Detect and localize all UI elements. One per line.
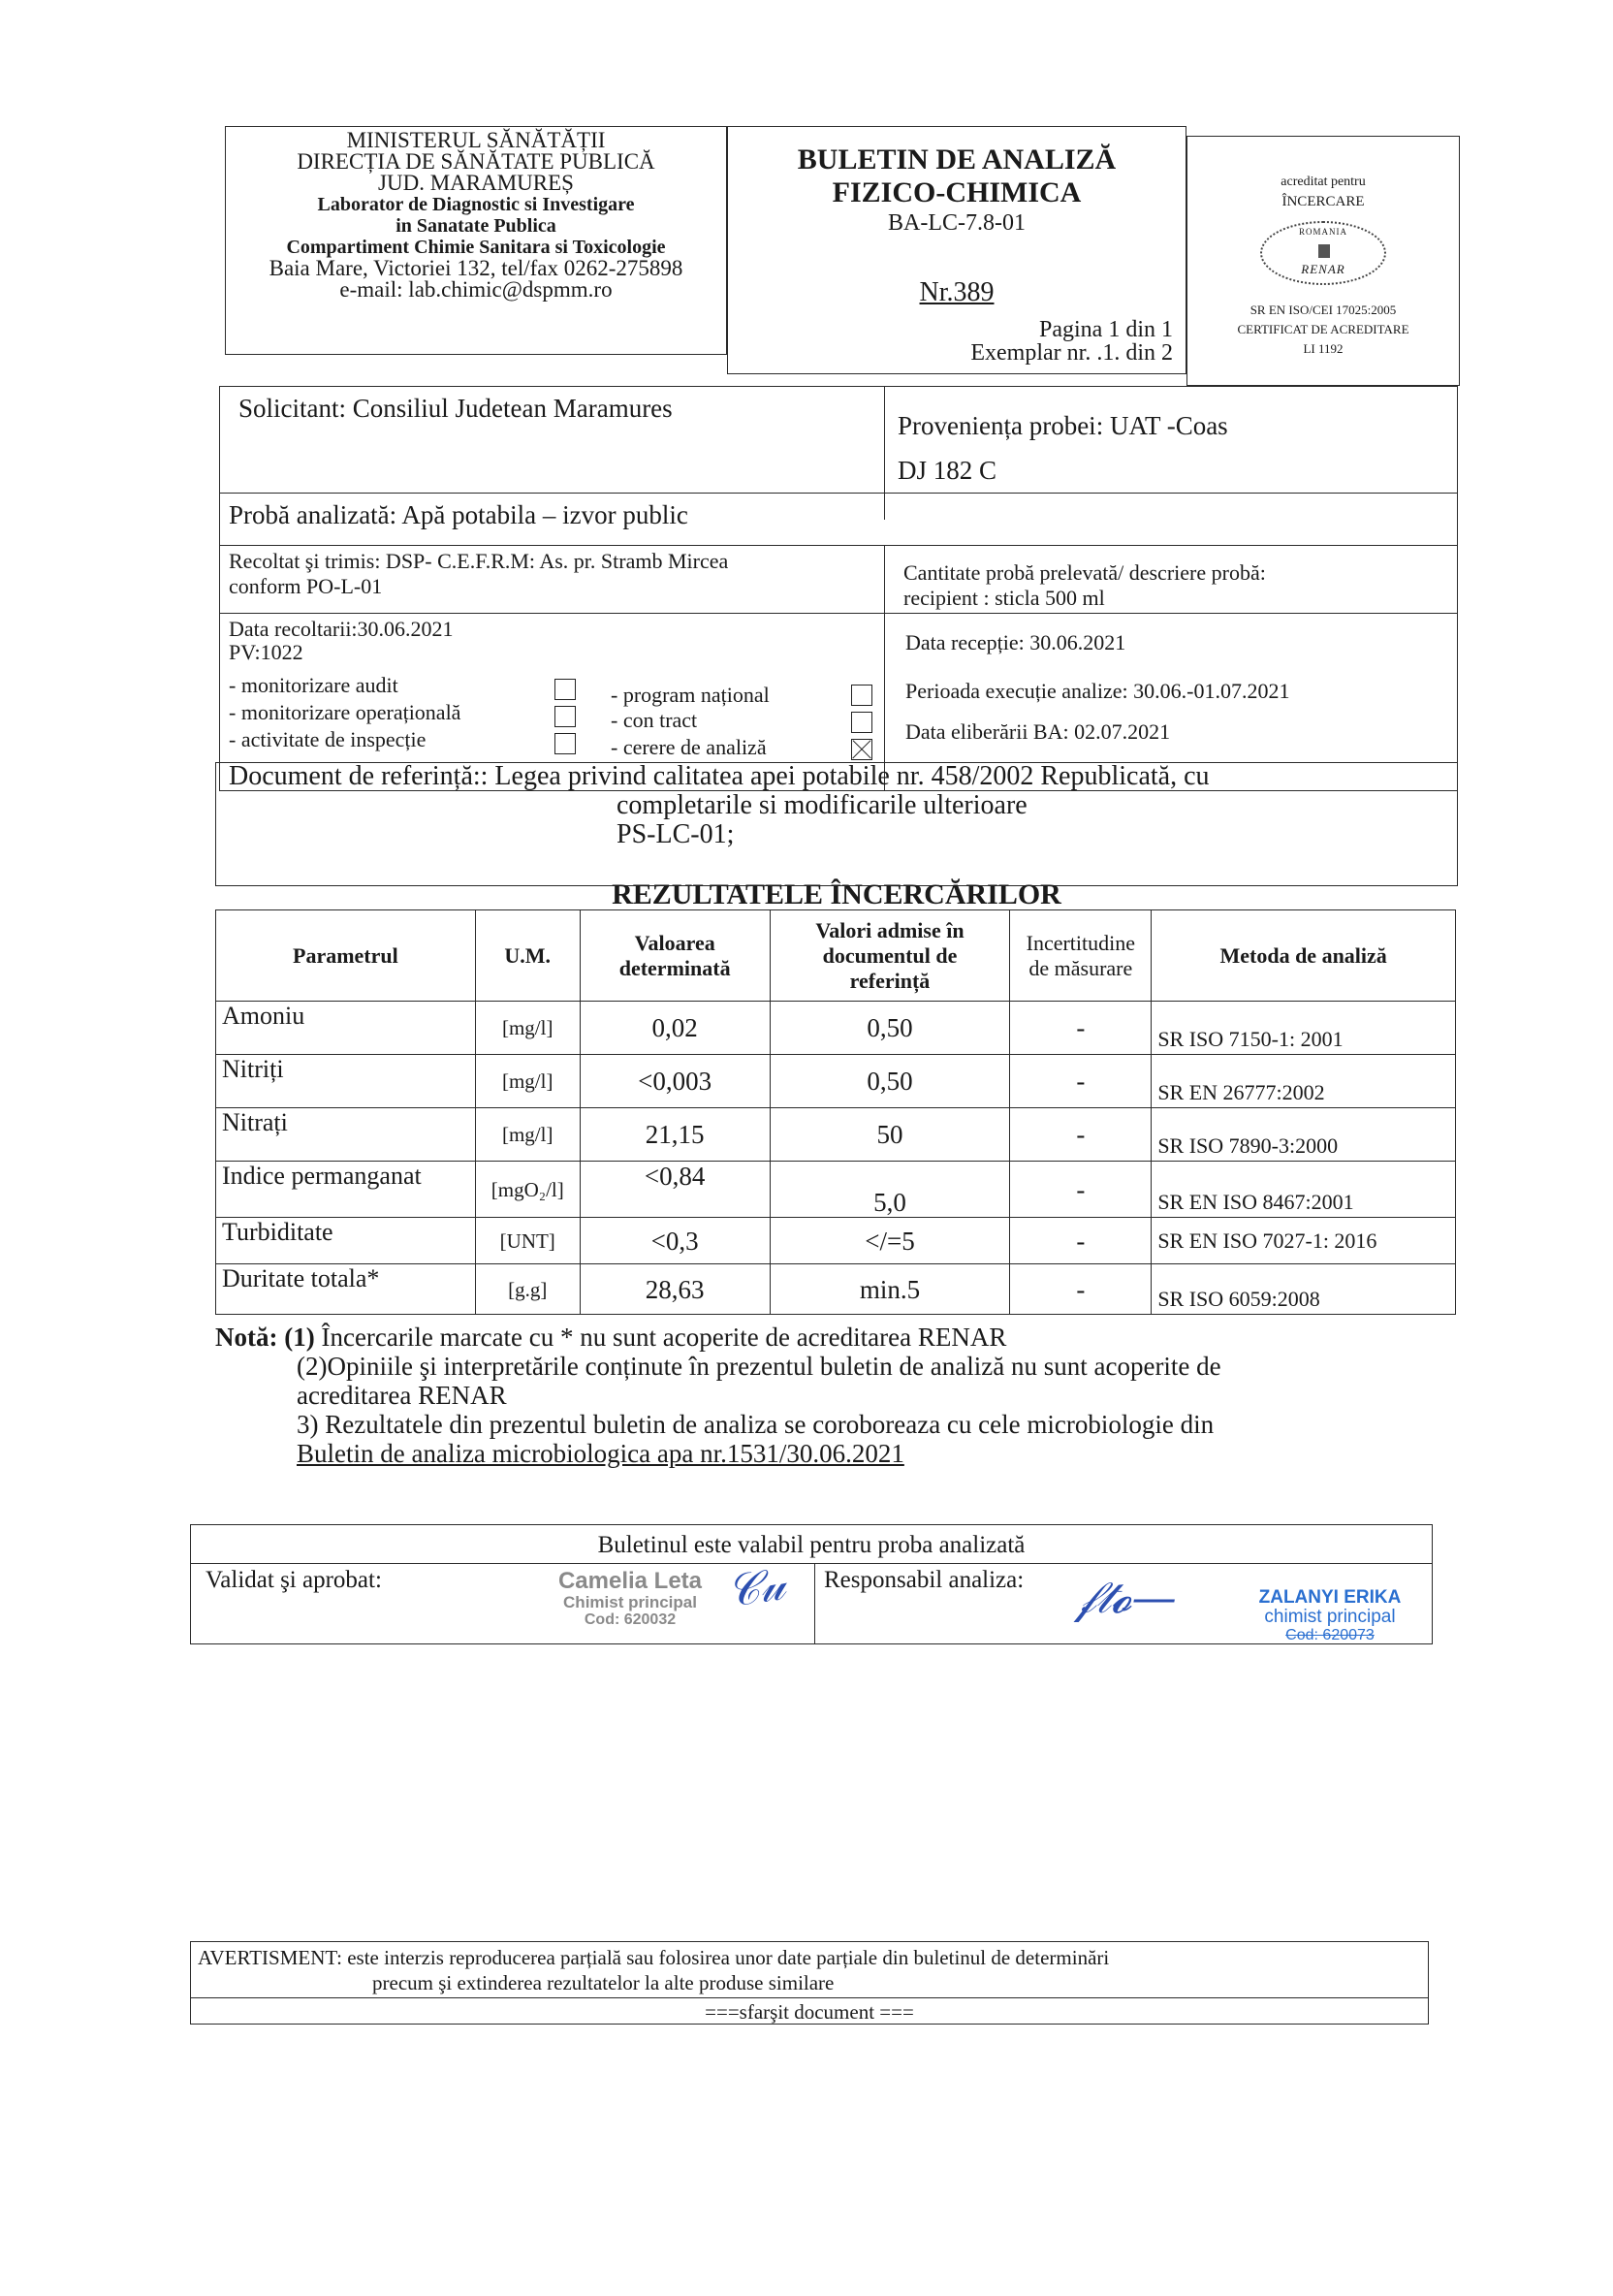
checkbox-operational[interactable] (554, 706, 576, 727)
table-row (216, 1108, 1456, 1162)
table-row (216, 1218, 1456, 1264)
table-row (216, 1002, 1456, 1055)
cell-uncertainty: - (1010, 1002, 1152, 1055)
solicitant: Solicitant: Consiliul Judetean Maramures (238, 394, 673, 423)
accreditation-block (1186, 173, 1460, 211)
renar-shield-icon (1318, 244, 1330, 258)
results-header-row (216, 910, 1456, 1002)
copy-indicator: Exemplar nr. .1. din 2 (970, 340, 1173, 366)
note-1-number: (1) (284, 1323, 315, 1352)
warning-text (198, 1945, 1423, 1995)
note-3 (215, 1410, 1466, 1439)
cell-method: SR ISO 7150-1: 2001 (1152, 1002, 1456, 1055)
sample-quantity (903, 560, 1266, 611)
sample-origin: Proveniența probei: UAT -Coas (898, 411, 1228, 440)
bulletin-title-block (727, 144, 1186, 237)
col-header-uncertainty-line1: Incertitudine (1026, 930, 1136, 955)
lab-name-line2: in Sanatate Publica (395, 215, 556, 237)
col-header-value (580, 910, 770, 1002)
bulletin-code: BA-LC-7.8-01 (888, 210, 1026, 236)
table-row (216, 1055, 1456, 1108)
note-2-text-line2: acreditarea RENAR (297, 1381, 507, 1410)
responsible-stamp (1223, 1588, 1437, 1644)
accreditation-certificate: CERTIFICAT DE ACREDITARE (1237, 322, 1409, 336)
cell-value: <0,3 (580, 1218, 770, 1264)
checkbox-audit[interactable] (554, 679, 576, 700)
cell-parameter: Nitrați (216, 1108, 476, 1162)
renar-logo-icon (1260, 221, 1386, 285)
accredited-for-label: acreditat pentru (1281, 175, 1366, 189)
release-date: Data eliberării BA: 02.07.2021 (905, 719, 1171, 744)
checkbox-national-program[interactable] (851, 685, 872, 706)
cell-value: 28,63 (580, 1264, 770, 1315)
col-header-uncertainty-line2: de măsurare (1028, 955, 1133, 980)
renar-logo-bottom: RENAR (1301, 262, 1345, 276)
pv-number: PV:1022 (229, 640, 303, 664)
note-2 (215, 1352, 1466, 1381)
cell-unit: [mg/l] (475, 1002, 580, 1055)
collected-by (229, 549, 728, 599)
checkbox-label-audit: - monitorizare audit (229, 673, 398, 697)
col-header-unit: U.M. (475, 910, 580, 1002)
cell-method: SR ISO 7890-3:2000 (1152, 1108, 1456, 1162)
county-name: JUD. MARAMUREȘ (378, 171, 574, 195)
cell-admissible: 50 (770, 1108, 1010, 1162)
cell-uncertainty: - (1010, 1264, 1152, 1315)
reference-document-line1: Document de referință:: Legea privind calitatea apei potabile nr. 458/2002 Republicată, cu (229, 761, 1210, 791)
cell-value: 0,02 (580, 1002, 770, 1055)
execution-period: Perioada execuție analize: 30.06.-01.07.2021 (905, 679, 1290, 703)
cell-uncertainty: - (1010, 1162, 1152, 1218)
collected-by-line1: Recoltat şi trimis: DSP- C.E.F.R.M: As. pr. Stramb Mircea (229, 549, 729, 573)
responsible-stamp-code: Cod: 620073 (1285, 1627, 1375, 1643)
col-header-parameter: Parametrul (216, 910, 476, 1002)
col-header-method: Metoda de analiză (1152, 910, 1456, 1002)
col-header-uncertainty (1010, 910, 1152, 1002)
col-header-admissible (770, 910, 1010, 1002)
cell-admissible: min.5 (770, 1264, 1010, 1315)
bulletin-title-line1: BULETIN DE ANALIZĂ (797, 144, 1117, 175)
page-indicator: Pagina 1 din 1 (1039, 317, 1173, 342)
notes-label: Notă: (215, 1323, 278, 1352)
note-1 (215, 1323, 1466, 1352)
warning-line2: precum şi extinderea rezultatelor la alte produse similare (372, 1971, 835, 1994)
col-header-admissible-line3: referință (849, 968, 931, 993)
checkbox-label-contract: - con tract (611, 708, 698, 732)
validator-stamp-code: Cod: 620032 (584, 1611, 677, 1628)
reference-document (229, 762, 1210, 849)
cell-admissible: 5,0 (770, 1162, 1010, 1218)
cell-unit: [mg/l] (475, 1055, 580, 1108)
table-row (216, 1264, 1456, 1315)
accreditation-standard: SR EN ISO/CEI 17025:2005 (1249, 303, 1397, 317)
institution-block (225, 130, 727, 301)
col-header-value-line1: Valoarea (634, 930, 715, 955)
checkbox-label-analysis-request: - cerere de analiză (611, 735, 767, 759)
accreditation-number: LI 1192 (1303, 341, 1344, 356)
cell-parameter: Turbiditate (216, 1218, 476, 1264)
table-row (216, 1162, 1456, 1218)
checkbox-inspection[interactable] (554, 733, 576, 754)
cell-unit: [mg/l] (475, 1108, 580, 1162)
sample-origin-road: DJ 182 C (898, 456, 997, 485)
validity-statement: Buletinul este valabil pentru proba analizată (597, 1532, 1026, 1558)
col-header-admissible-line1: Valori admise în (815, 917, 965, 942)
cell-uncertainty: - (1010, 1055, 1152, 1108)
cell-value: <0,84 (580, 1162, 770, 1218)
reference-document-line3: PS-LC-01; (617, 819, 735, 849)
validator-stamp (523, 1569, 737, 1629)
note-2-number: (2) (297, 1352, 328, 1381)
note-2-text-line1: Opiniile şi interpretările conținute în prezentul buletin de analiză nu sunt acoperite de (327, 1352, 1221, 1381)
responsible-stamp-name: ZALANYI ERIKA (1258, 1587, 1402, 1608)
sample-analyzed: Probă analizată: Apă potabila – izvor public (229, 500, 688, 529)
cell-parameter: Nitriți (216, 1055, 476, 1108)
renar-logo-top: ROMANIA (1298, 227, 1347, 237)
results-table (215, 909, 1456, 1315)
ministry-name: MINISTERUL SĂNĂTĂȚII (346, 128, 606, 152)
col-header-admissible-line2: documentul de (822, 942, 958, 968)
email[interactable]: e-mail: lab.chimic@dspmm.ro (339, 277, 613, 302)
cell-uncertainty: - (1010, 1108, 1152, 1162)
department-name: Compartiment Chimie Sanitara si Toxicologie (286, 237, 666, 258)
cell-uncertainty: - (1010, 1218, 1152, 1264)
sample-quantity-label: Cantitate probă prelevată/ descriere probă: (903, 560, 1266, 585)
note-3-text-line1: Rezultatele din prezentul buletin de analiza se coroboreaza cu cele microbiologie din (325, 1410, 1215, 1439)
address: Baia Mare, Victoriei 132, tel/fax 0262-275898 (269, 256, 683, 280)
cell-parameter: Indice permanganat (216, 1162, 476, 1218)
note-1-text: Încercarile marcate cu * nu sunt acoperite de acreditarea RENAR (321, 1323, 1007, 1352)
checkbox-analysis-request[interactable] (851, 739, 872, 760)
lab-name-line1: Laborator de Diagnostic si Investigare (317, 194, 635, 215)
cell-method: SR EN 26777:2002 (1152, 1055, 1456, 1108)
cell-value: <0,003 (580, 1055, 770, 1108)
collection-date: Data recoltarii:30.06.2021 (229, 617, 454, 641)
cell-admissible: </=5 (770, 1218, 1010, 1264)
reception-date: Data recepție: 30.06.2021 (905, 630, 1126, 654)
accreditation-details (1186, 301, 1460, 359)
note-3-reference-link[interactable]: Buletin de analiza microbiologica apa nr.1531/30.06.2021 (297, 1439, 904, 1468)
bulletin-title-line2: FIZICO-CHIMICA (832, 176, 1082, 208)
checkbox-contract[interactable] (851, 712, 872, 733)
cell-method: SR ISO 6059:2008 (1152, 1264, 1456, 1315)
checkbox-label-national-program: - program național (611, 683, 770, 707)
responsible-label: Responsabil analiza: (824, 1567, 1025, 1593)
col-header-value-line2: determinată (618, 955, 731, 980)
collected-by-line2: conform PO-L-01 (229, 574, 383, 598)
reference-document-line2: completarile si modificarile ulterioare (617, 790, 1028, 820)
validator-signature-icon: 𝒞𝓊 (723, 1557, 788, 1617)
cell-method: SR EN ISO 8467:2001 (1152, 1162, 1456, 1218)
note-3-number: 3) (297, 1410, 319, 1439)
cell-unit: [g.g] (475, 1264, 580, 1315)
cell-parameter: Amoniu (216, 1002, 476, 1055)
cell-admissible: 0,50 (770, 1002, 1010, 1055)
cell-unit: [UNT] (475, 1218, 580, 1264)
end-of-document: ===sfarşit document === (705, 2000, 914, 2024)
validator-stamp-name: Camelia Leta (557, 1568, 703, 1594)
checkbox-label-operational: - monitorizare operațională (229, 700, 461, 724)
validated-label: Validat şi aprobat: (206, 1567, 382, 1593)
cell-method: SR EN ISO 7027-1: 2016 (1152, 1218, 1456, 1264)
cell-parameter: Duritate totala* (216, 1264, 476, 1315)
warning-line1: AVERTISMENT: este interzis reproducerea parțială sau folosirea unor date parțiale din buletinul de determinări (198, 1946, 1110, 1969)
cell-admissible: 0,50 (770, 1055, 1010, 1108)
validator-stamp-title: Chimist principal (563, 1593, 697, 1611)
responsible-stamp-title: chimist principal (1264, 1607, 1396, 1627)
responsible-signature-icon: 𝒻𝓉𝓸— (1076, 1571, 1177, 1623)
bulletin-number: Nr.389 (919, 277, 995, 307)
sample-quantity-value: recipient : sticla 500 ml (903, 586, 1105, 610)
notes (215, 1323, 1466, 1468)
results-title: REZULTATELE ÎNCERCĂRILOR (612, 878, 1061, 910)
cell-value: 21,15 (580, 1108, 770, 1162)
accredited-scope: ÎNCERCARE (1281, 194, 1365, 209)
cell-unit: [mgO₂/l] (475, 1162, 580, 1218)
checkbox-label-inspection: - activitate de inspecție (229, 727, 427, 751)
directorate-name: DIRECȚIA DE SĂNĂTATE PUBLICĂ (297, 149, 655, 174)
